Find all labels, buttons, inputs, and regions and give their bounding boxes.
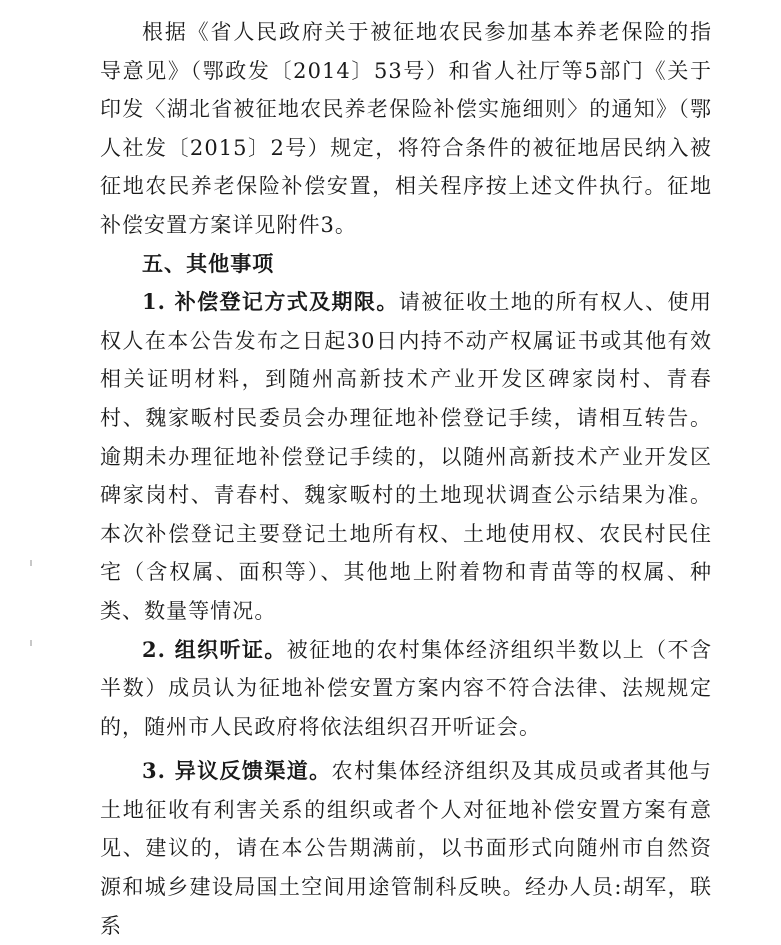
paragraph-item-1 <box>100 283 712 630</box>
item-1-title: 1. 补偿登记方式及期限。 <box>142 289 399 315</box>
item-2-text: 被征地的农村集体经济组织半数以上（不含半数）成员认为征地补偿安置方案内容不符合法律、法规规定的，随州市人民政府将依法组织召开听证会。 <box>100 637 713 739</box>
item-1-text: 请被征收土地的所有权人、使用权人在本公告发布之日起30日内持不动产权属证书或其他有效相关证明材料，到随州高新技术产业开发区碑家岗村、青春村、魏家畈村民委员会办理征地补偿登记手续，请相互转告。逾期未办理征地补偿登记手续的，以随州高新技术产业开发区碑家岗村、青春村、魏家畈村的土地现状调查公示结果为准。本次补偿登记主要登记土地所有权、土地使用权、农民村民住宅（含权属、面积等）、其他地上附着物和青苗等的权属、种类、数量等情况。 <box>100 290 713 623</box>
scan-edge-mark <box>30 560 32 566</box>
paragraph-legal-basis: 根据《省人民政府关于被征地农民参加基本养老保险的指导意见》（鄂政发〔2014〕53号）和省人社厅等5部门《关于印发〈湖北省被征地农民养老保险补偿实施细则〉的通知》（鄂人社发〔2015〕2号）规定，将符合条件的被征地居民纳入被征地农民养老保险补偿安置，相关程序按上述文件执行。征地补偿安置方案详见附件3。 <box>100 20 712 237</box>
item-3-text: 农村集体经济组织及其成员或者其他与土地征收有利害关系的组织或者个人对征地补偿安置方案有意见、建议的，请在本公告期满前，以书面形式向随州市自然资源和城乡建设局国土空间用途管制科反映。经办人员:胡军，联系 <box>100 759 712 938</box>
item-2-title: 2. 组织听证。 <box>142 636 287 662</box>
section-heading-other-matters: 五、其他事项 <box>142 251 275 276</box>
item-3-title: 3. 异议反馈渠道。 <box>142 758 332 784</box>
document-body <box>100 0 712 945</box>
paragraph-item-2 <box>100 631 712 747</box>
paragraph-item-3 <box>100 752 712 945</box>
scan-edge-mark <box>30 640 32 646</box>
